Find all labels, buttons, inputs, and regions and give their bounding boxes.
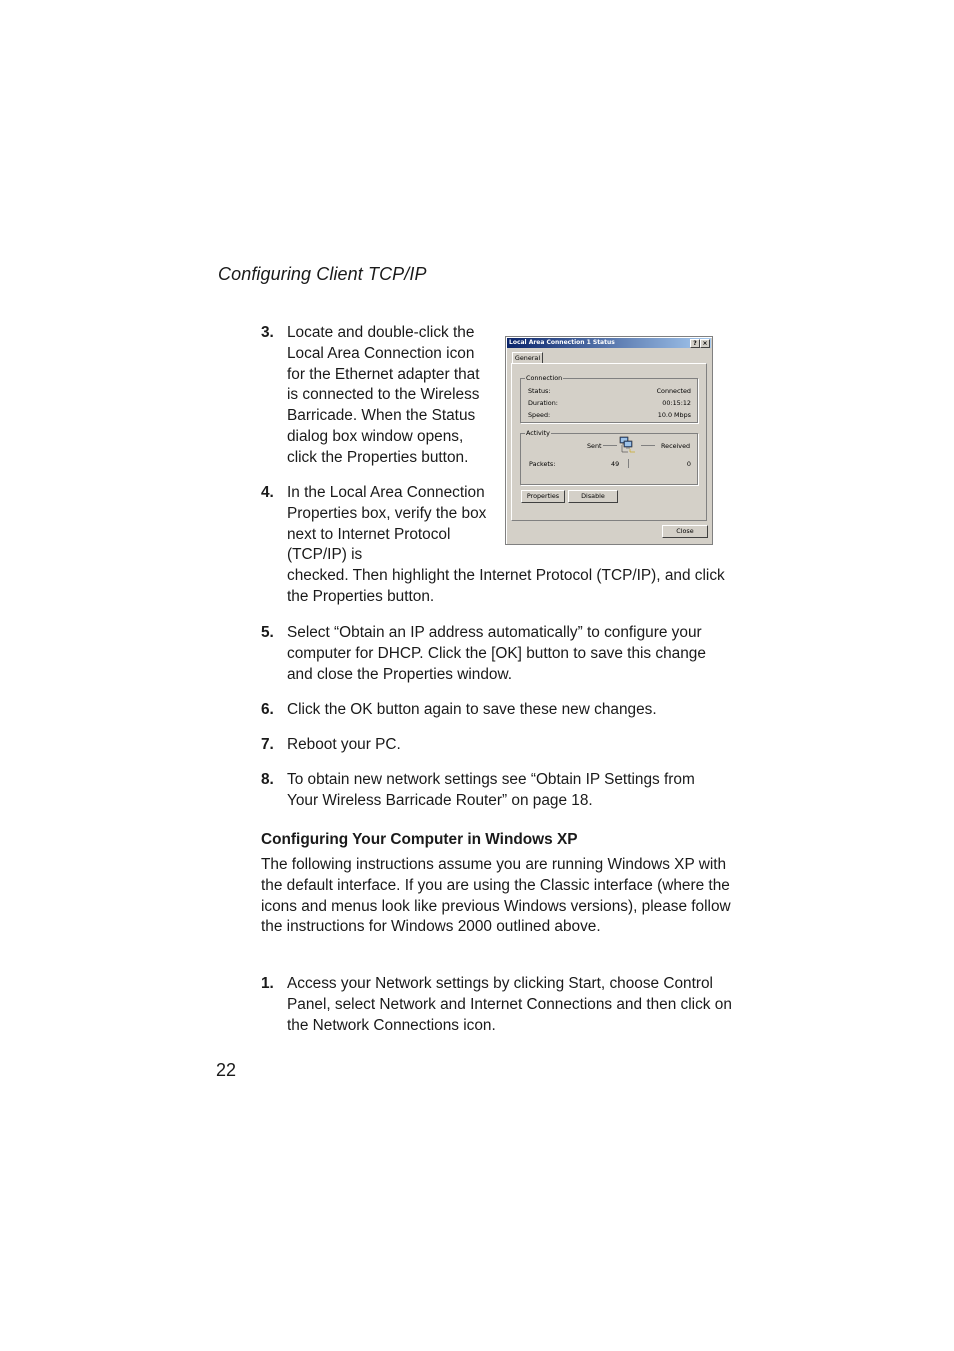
sent-packets-value: 49 bbox=[611, 460, 620, 468]
dialog-panel bbox=[511, 363, 707, 521]
disable-button[interactable]: Disable bbox=[568, 490, 618, 503]
sent-label: Sent bbox=[587, 442, 602, 450]
packets-label: Packets: bbox=[529, 460, 556, 468]
page-number: 22 bbox=[216, 1060, 237, 1080]
step-number: 7. bbox=[261, 736, 274, 753]
step-number: 1. bbox=[261, 975, 274, 992]
step-text: Click the OK button again to save these new changes. bbox=[287, 701, 657, 718]
step-text: Reboot your PC. bbox=[287, 736, 401, 753]
step-number: 6. bbox=[261, 701, 274, 718]
duration-row bbox=[528, 399, 691, 408]
step-text: Locate and double-click the Local Area Connection icon for the Ethernet adapter that is connected to the Wireless Barricade. When the Status dialog box window opens, click the Properties button. bbox=[287, 324, 480, 466]
step-number: 3. bbox=[261, 324, 274, 341]
activity-divider bbox=[628, 459, 629, 468]
status-row bbox=[528, 387, 691, 396]
properties-button[interactable]: Properties bbox=[521, 490, 565, 503]
list-item bbox=[261, 323, 493, 469]
received-line bbox=[641, 445, 655, 446]
activity-legend: Activity bbox=[526, 429, 550, 437]
speed-row bbox=[528, 411, 691, 420]
dialog-titlebar bbox=[507, 338, 711, 348]
step-number: 4. bbox=[261, 484, 274, 501]
step-text-continued: checked. Then highlight the Internet Protocol (TCP/IP), and click the Properties button. bbox=[287, 567, 725, 605]
list-item bbox=[261, 623, 727, 685]
list-item bbox=[261, 770, 727, 812]
row-label: Status: bbox=[528, 387, 551, 395]
step-text: To obtain new network settings see “Obtain IP Settings from Your Wireless Barricade Router” on page 18. bbox=[287, 771, 695, 809]
close-icon[interactable]: × bbox=[700, 339, 710, 348]
sent-line bbox=[603, 445, 617, 446]
row-label: Speed: bbox=[528, 411, 551, 419]
close-button[interactable]: Close bbox=[662, 525, 708, 538]
tab-general[interactable]: General bbox=[512, 352, 543, 364]
step-number: 8. bbox=[261, 771, 274, 788]
step-text: Access your Network settings by clicking Start, choose Control Panel, select Network and Internet Connections and then click on the Network Connections icon. bbox=[287, 975, 732, 1034]
network-computers-icon bbox=[619, 436, 637, 456]
section-intro: The following instructions assume you are running Windows XP with the default interface. If you are using the Classic interface (where the icons and menus look like previous Windows versions), please follow the instructions for Windows 2000 outlined above. bbox=[261, 856, 731, 936]
list-item bbox=[261, 735, 727, 756]
connection-legend: Connection bbox=[526, 374, 563, 382]
step-text: Select “Obtain an IP address automatically” to configure your computer for DHCP. Click the [OK] button to save this change and close the Properties window. bbox=[287, 624, 706, 683]
received-label: Received bbox=[661, 442, 691, 450]
page-header-title: Configuring Client TCP/IP bbox=[218, 264, 427, 284]
list-item bbox=[261, 700, 727, 721]
step-text: In the Local Area Connection Properties box, verify the box next to Internet Protocol (TCP/IP) is bbox=[287, 484, 487, 564]
dialog-title: Local Area Connection 1 Status bbox=[509, 339, 615, 346]
row-label: Duration: bbox=[528, 399, 558, 407]
list-item bbox=[261, 974, 732, 1036]
connection-group bbox=[520, 374, 698, 423]
status-dialog bbox=[505, 336, 713, 545]
row-value: Connected bbox=[656, 387, 691, 395]
help-button[interactable]: ? bbox=[690, 339, 700, 348]
row-value: 00:15:12 bbox=[662, 399, 691, 407]
received-packets-value: 0 bbox=[686, 460, 691, 468]
section-heading: Configuring Your Computer in Windows XP bbox=[261, 831, 578, 848]
row-value: 10.0 Mbps bbox=[657, 411, 691, 419]
activity-group bbox=[520, 429, 698, 485]
step-number: 5. bbox=[261, 624, 274, 641]
